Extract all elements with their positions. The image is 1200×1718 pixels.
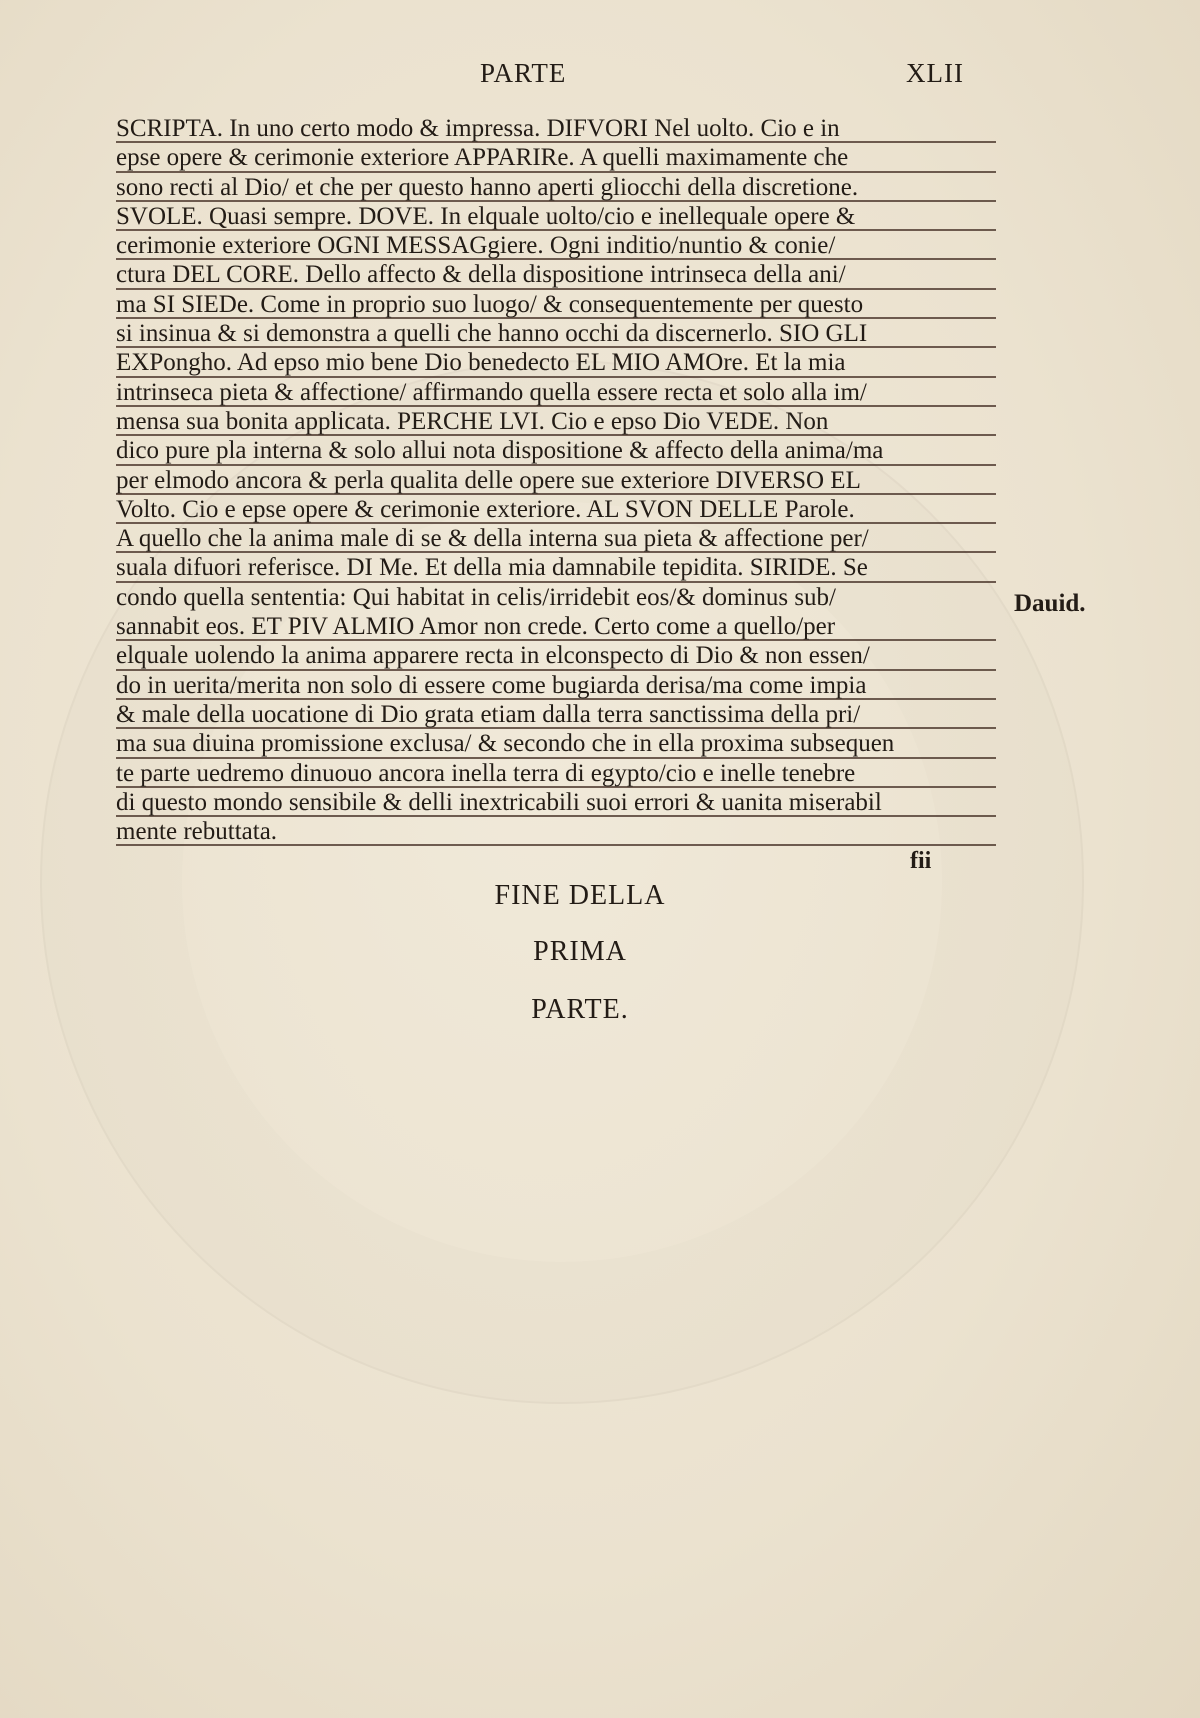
text-line: mensa sua bonita applicata. PERCHE LVI. Cio e epso Dio VEDE. Non	[116, 407, 996, 436]
text-line: cerimonie exteriore OGNI MESSAGgiere. Ogni inditio/nuntio & conie/	[116, 231, 996, 260]
text-line: condo quella sententia: Qui habitat in celis/irridebit eos/& dominus sub/	[116, 583, 837, 611]
text-line: sannabit eos. ET PIV ALMIO Amor non crede. Certo come a quello/per	[116, 612, 996, 641]
text-line: do in uerita/merita non solo di essere come bugiarda derisa/ma come impia	[116, 671, 996, 700]
text-line: te parte uedremo dinuouo ancora inella terra di egypto/cio e inelle tenebre	[116, 759, 996, 788]
text-line: intrinseca pieta & affectione/ affirmando quella essere recta et solo alla im/	[116, 378, 996, 407]
text-line: SVOLE. Quasi sempre. DOVE. In elquale uolto/cio e inellequale opere &	[116, 202, 996, 231]
signature-mark: fii	[910, 848, 932, 874]
colophon-line-1: FINE DELLA	[494, 880, 666, 911]
text-line: & male della uocatione di Dio grata etiam dalla terra sanctissima della pri/	[116, 700, 996, 729]
text-line: ma sua diuina promissione exclusa/ & secondo che in ella proxima subsequen	[116, 729, 996, 758]
text-line: epse opere & cerimonie exteriore APPARIRe. A quelli maximamente che	[116, 143, 996, 172]
colophon-line-2: PRIMA	[533, 936, 627, 967]
text-line: di questo mondo sensibile & delli inextricabili suoi errori & uanita miserabil	[116, 788, 996, 817]
text-line: suala difuori referisce. DI Me. Et della mia damnabile tepidita. SIRIDE. Se	[116, 553, 996, 582]
text-line: mente rebuttata.	[116, 817, 996, 846]
text-line: A quello che la anima male di se & della interna sua pieta & affectione per/	[116, 524, 996, 553]
text-line: per elmodo ancora & perla qualita delle opere sue exteriore DIVERSO EL	[116, 466, 996, 495]
main-text-block	[116, 114, 996, 846]
text-line: dico pure pla interna & solo allui nota dispositione & affecto della anima/ma	[116, 436, 996, 465]
text-line: EXPongho. Ad epso mio bene Dio benedecto EL MIO AMOre. Et la mia	[116, 348, 996, 377]
text-line: SCRIPTA. In uno certo modo & impressa. DIFVORI Nel uolto. Cio e in	[116, 114, 996, 143]
colophon-line-3: PARTE.	[531, 994, 629, 1025]
text-line: Volto. Cio e epse opere & cerimonie exteriore. AL SVON DELLE Parole.	[116, 495, 996, 524]
text-line: ma SI SIEDe. Come in proprio suo luogo/ & consequentemente per questo	[116, 290, 996, 319]
text-line: elquale uolendo la anima apparere recta in elconspecto di Dio & non essen/	[116, 641, 996, 670]
margin-note: Dauid.	[1014, 590, 1086, 617]
text-line: si insinua & si demonstra a quelli che hanno occhi da discernerlo. SIO GLI	[116, 319, 996, 348]
running-head: PARTE	[480, 58, 567, 88]
text-line: ctura DEL CORE. Dello affecto & della dispositione intrinseca della ani/	[116, 260, 996, 289]
text-line: sono recti al Dio/ et che per questo hanno aperti gliocchi della discretione.	[116, 173, 996, 202]
folio-number: XLII	[906, 58, 964, 88]
